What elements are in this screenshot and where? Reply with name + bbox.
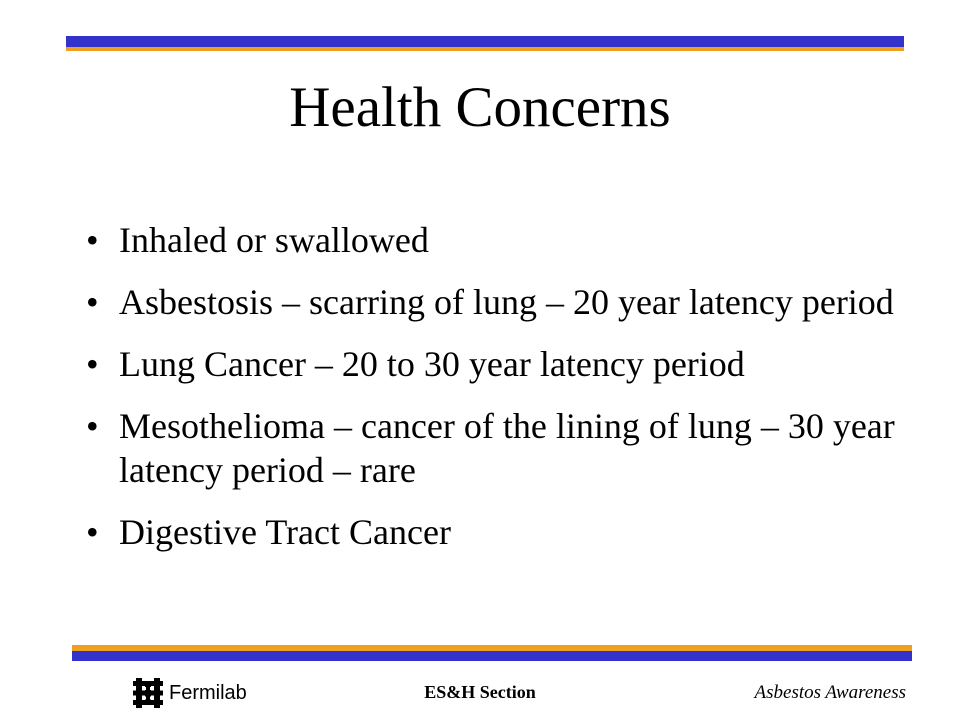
fermilab-logo-text: Fermilab bbox=[169, 681, 247, 704]
bullet-item bbox=[86, 404, 906, 492]
fermilab-logo-icon bbox=[133, 678, 163, 708]
top-rule-gold bbox=[66, 47, 904, 51]
bullet-dot: • bbox=[86, 220, 99, 260]
top-rule-blue bbox=[66, 36, 904, 47]
bullet-dot: • bbox=[86, 512, 99, 552]
bullet-dot: • bbox=[86, 344, 99, 384]
bullet-text: Inhaled or swallowed bbox=[119, 220, 429, 260]
footer-section-label: ES&H Section bbox=[424, 682, 536, 702]
bottom-rule-blue bbox=[72, 651, 912, 661]
bullet-text: Lung Cancer – 20 to 30 year latency period bbox=[119, 344, 745, 384]
bullet-text: Digestive Tract Cancer bbox=[119, 512, 451, 552]
bullet-item bbox=[86, 342, 906, 386]
bullet-item bbox=[86, 218, 906, 262]
footer-logo bbox=[133, 673, 247, 713]
slide-title: Health Concerns bbox=[289, 76, 671, 139]
bullet-dot: • bbox=[86, 406, 99, 446]
bullet-text: Mesothelioma – cancer of the lining of lung – 30 year latency period – rare bbox=[119, 406, 895, 490]
top-rule bbox=[66, 36, 904, 50]
bullet-item bbox=[86, 280, 906, 324]
bottom-rule bbox=[72, 645, 912, 661]
bullet-dot: • bbox=[86, 282, 99, 322]
bullet-list bbox=[86, 218, 906, 572]
footer-presentation-title: Asbestos Awareness bbox=[754, 682, 906, 703]
bullet-item bbox=[86, 510, 906, 554]
bullet-text: Asbestosis – scarring of lung – 20 year latency period bbox=[119, 282, 894, 322]
